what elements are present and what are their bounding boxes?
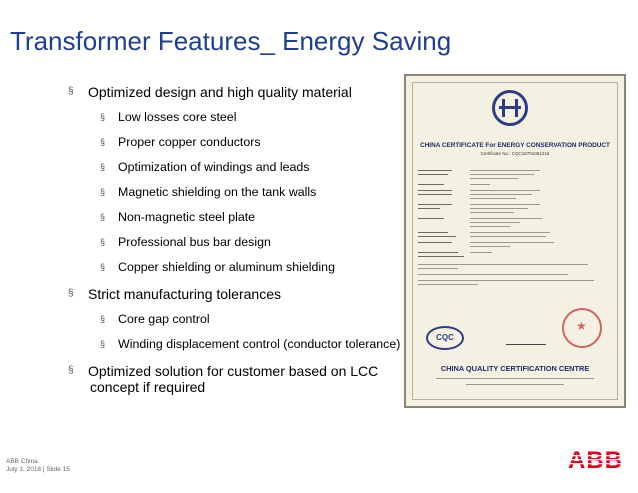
bullet-marker: § [100,112,106,122]
certificate-number: Certificate No.: CQC16701081216 [480,151,550,156]
sub-bullet-windings [100,160,310,174]
certificate-text-line [470,242,554,243]
sub-bullet-text: Optimization of windings and leads [118,160,310,174]
sub-bullet-text: Proper copper conductors [118,135,261,149]
certificate-text-line [470,170,540,171]
sub-bullet-text: Copper shielding or aluminum shielding [118,260,335,274]
certificate-text-line [418,280,594,281]
sub-bullet-text: Professional bus bar design [118,235,271,249]
certificate-text-line [470,236,546,237]
bullet-text: Optimized solution for customer based on LCC [88,363,379,379]
certificate-text-line [470,174,534,175]
sub-bullet-magnetic-shielding [100,185,317,199]
bullet-lcc-continuation: concept if required [90,379,206,395]
bullet-marker: § [100,339,106,349]
footer-organization: ABB China [6,458,38,465]
red-seal-icon [562,308,602,348]
certification-centre-name: CHINA QUALITY CERTIFICATION CENTRE [440,364,590,373]
certificate-heading: CHINA CERTIFICATE For ENERGY CONSERVATION PRODUCT [420,142,610,149]
sub-bullet-core-steel [100,110,237,124]
bullet-marker: § [100,162,106,172]
certificate-text-line [418,174,448,175]
bullet-marker: § [100,314,106,324]
certificate-text-line [470,178,518,179]
certificate-text-line [470,190,540,191]
certificate-text-line [418,268,458,269]
certificate-text-line [470,222,520,223]
bullet-lcc-solution [68,363,379,379]
certificate-text-line [418,190,452,191]
bullet-marker: § [68,86,74,97]
certificate-text-line [418,184,444,185]
certificate-text-line [470,212,514,213]
bullet-marker: § [100,187,106,197]
cqc-logo-icon: CQC [426,326,464,350]
bullet-marker: § [100,137,106,147]
slide-title: Transformer Features_ Energy Saving [10,26,452,56]
certificate-text-line [418,194,452,195]
sub-bullet-text: Non-magnetic steel plate [118,210,256,224]
certificate-text-line [418,252,458,253]
certificate-body-text [418,164,608,314]
signature-mark [506,330,546,345]
abb-logo-icon [568,447,624,471]
certificate-text-line [470,184,490,185]
footer-date-slide: July 1, 2018 | Slide 15 [6,466,70,473]
sub-bullet-non-magnetic-plate [100,210,256,224]
certificate-emblem-icon [492,90,528,126]
energy-certificate-image [404,74,626,408]
certificate-text-line [470,198,516,199]
certificate-text-line [470,194,532,195]
certificate-text-line [470,232,550,233]
sub-bullet-bus-bar [100,235,271,249]
sub-bullet-copper-conductors [100,135,261,149]
bullet-text: Strict manufacturing tolerances [88,286,281,302]
bullet-text: Optimized design and high quality material [88,84,352,100]
bullet-marker: § [100,262,106,272]
certificate-text-line [418,170,452,171]
certificate-text-line [418,232,448,233]
certificate-text-line [470,252,492,253]
certificate-text-line [470,204,540,205]
bullet-optimized-design [68,84,352,100]
bullet-marker: § [68,288,74,299]
bullet-marker: § [100,237,106,247]
bullet-manufacturing-tolerances [68,286,281,302]
certificate-text-line [418,236,456,237]
certificate-text-line [418,284,478,285]
certificate-text-line [470,246,510,247]
certificate-url-line [466,384,564,385]
certificate-text-line [470,208,528,209]
certificate-text-line [418,274,568,275]
certificate-text-line [418,218,444,219]
bullet-marker: § [100,212,106,222]
sub-bullet-winding-displacement [100,337,401,351]
certificate-text-line [418,204,452,205]
bullet-marker: § [68,365,74,376]
certificate-text-line [418,208,440,209]
certificate-text-line [418,256,464,257]
sub-bullet-copper-shielding [100,260,335,274]
sub-bullet-text: Winding displacement control (conductor tolerance) [118,337,401,351]
certificate-text-line [418,242,452,243]
certificate-address-line [436,378,594,379]
sub-bullet-text: Low losses core steel [118,110,237,124]
certificate-text-line [470,226,510,227]
sub-bullet-core-gap [100,312,210,326]
certificate-text-line [470,218,542,219]
sub-bullet-text: Core gap control [118,312,210,326]
certificate-text-line [418,264,588,265]
sub-bullet-text: Magnetic shielding on the tank walls [118,185,317,199]
